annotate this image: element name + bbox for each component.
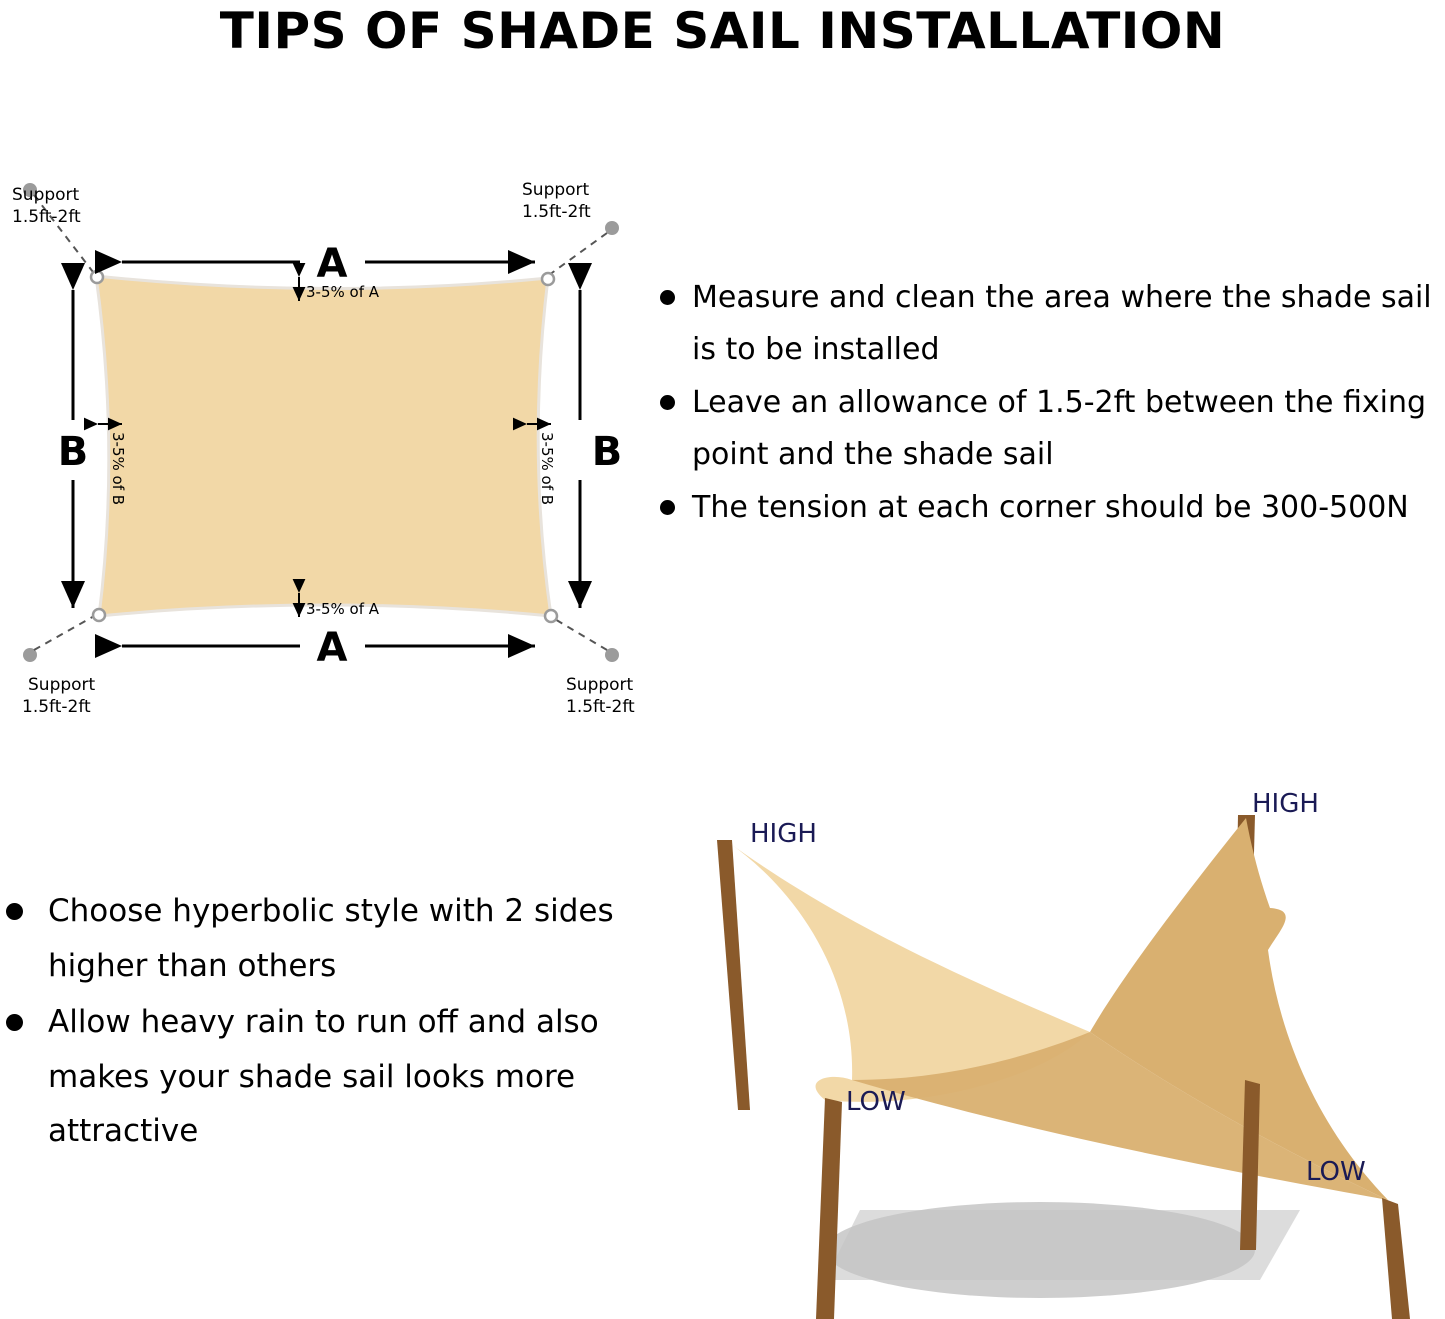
list-item — [648, 482, 1445, 534]
tips-list-bottom — [0, 884, 620, 1161]
dimension-label-bottom: A — [316, 625, 348, 671]
list-item-text: Measure and clean the area where the shade sail is to be installed — [692, 280, 1432, 367]
label-high-left: HIGH — [750, 819, 817, 849]
list-item — [648, 272, 1445, 375]
list-item-text: Leave an allowance of 1.5-2ft between the fixing point and the shade sail — [692, 385, 1427, 472]
shade-sail-measurement-diagram — [0, 150, 660, 750]
bullet-dot-icon — [6, 903, 23, 920]
bullet-dot-icon — [660, 500, 675, 515]
curve-label-bottom: 3-5% of A — [306, 600, 380, 618]
support-label-top-right-line1: Support — [522, 180, 590, 200]
tips-list-top — [648, 272, 1445, 536]
bullet-dot-icon — [660, 395, 675, 410]
support-label-bottom-left-line1: Support — [28, 675, 96, 695]
label-low-right: LOW — [1306, 1157, 1366, 1187]
support-dot-bottom-right — [605, 648, 619, 662]
grommet-top-right — [542, 273, 554, 285]
dimension-label-top: A — [316, 241, 348, 287]
page-title: TIPS OF SHADE SAIL INSTALLATION — [219, 2, 1226, 60]
tension-line-top-right — [549, 233, 607, 275]
post-low-left — [816, 1098, 842, 1319]
bullet-dot-icon — [6, 1014, 23, 1031]
list-item — [0, 884, 620, 993]
post-low-right — [1382, 1198, 1410, 1319]
support-dot-top-right — [605, 221, 619, 235]
list-item — [0, 995, 620, 1159]
dimension-label-right: B — [591, 429, 623, 475]
tension-line-bottom-left — [34, 615, 96, 650]
sail-shape — [96, 276, 551, 616]
support-label-bottom-right-line2: 1.5ft-2ft — [566, 697, 635, 717]
support-label-top-right-line2: 1.5ft-2ft — [522, 202, 591, 222]
curve-label-top: 3-5% of A — [306, 283, 380, 301]
support-label-top-left-line2: 1.5ft-2ft — [12, 207, 81, 227]
curve-label-left: 3-5% of B — [109, 432, 127, 506]
grommet-bottom-right — [545, 610, 557, 622]
list-item-text: The tension at each corner should be 300-500N — [692, 490, 1409, 526]
grommet-top-left — [91, 271, 103, 283]
bullet-dot-icon — [660, 290, 675, 305]
label-high-right: HIGH — [1252, 789, 1319, 819]
hyperbolic-shade-sail-illustration — [620, 780, 1445, 1319]
curve-label-right: 3-5% of B — [538, 432, 556, 506]
grommet-bottom-left — [93, 609, 105, 621]
post-high-left — [717, 840, 750, 1110]
ground-shadow-secondary — [825, 1210, 1300, 1280]
dimension-label-left: B — [57, 429, 89, 475]
support-label-top-left-line1: Support — [12, 185, 80, 205]
list-item-text: Allow heavy rain to run off and also makes your shade sail looks more attractive — [48, 1004, 599, 1150]
list-item — [648, 377, 1445, 480]
list-item-text: Choose hyperbolic style with 2 sides higher than others — [48, 893, 614, 984]
tension-line-bottom-right — [553, 618, 607, 650]
support-label-bottom-left-line2: 1.5ft-2ft — [22, 697, 91, 717]
support-label-bottom-right-line1: Support — [566, 675, 634, 695]
label-low-left: LOW — [846, 1087, 906, 1117]
